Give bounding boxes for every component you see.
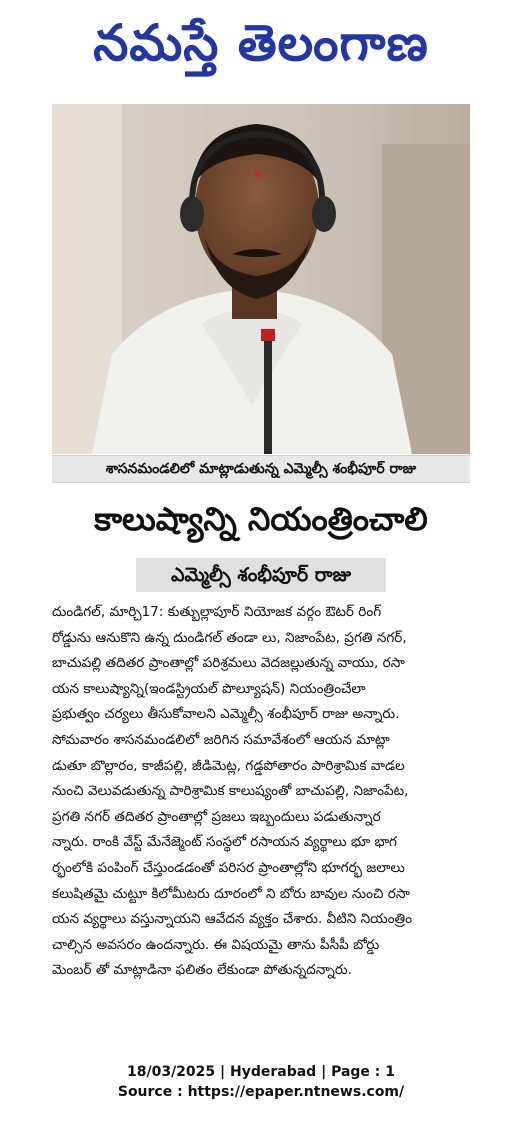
body-line: సోమవారం శాసనమండలిలో జరిగిన సమావేశంలో ఆయన మాట్లా (52, 731, 390, 748)
article-headline: కాలుష్యాన్ని నియంత్రించాలి (94, 500, 428, 538)
body-line: ర్భంలోకి పంపింగ్ చేస్తుండడంతో పరిసర ప్రాంతాల్లోని భూగర్భ జలాలు (52, 859, 405, 876)
footer-source: Source : https://epaper.ntnews.com/ (117, 1084, 405, 1100)
body-line: నుంచి వెలువడుతున్న పారిశ్రామిక కాలుష్యంతో బాచుపల్లి, నిజాంపేట, (52, 783, 409, 800)
body-line: మెంబర్ తో మాట్లాడినా ఫలితం లేకుండా పోతున్నదన్నారు. (52, 962, 352, 979)
photo-caption-box (52, 455, 470, 483)
subheadline-box (136, 558, 386, 592)
body-line: దుండిగల్, మార్చి17: కుత్బుల్లాపూర్ నియోజక వర్గం ఔటర్ రింగ్ (52, 604, 382, 620)
masthead (0, 8, 522, 78)
footer-dateline: 18/03/2025 | Hyderabad | Page : 1 (126, 1064, 396, 1080)
article-body (52, 600, 470, 984)
body-line: కలుషితమై చుట్టూ కిలోమీటరు దూరంలో ని బోరు బావుల నుంచి రసా (52, 885, 410, 902)
body-line: చాల్సిన అవసరం ఉందన్నారు. ఈ విషయమై తాను పీసీపీ బోర్డు (52, 936, 380, 953)
photo-caption: శాసనమండలిలో మాట్లాడుతున్న ఎమ్మెల్సీ శంభీపూర్ రాజు (105, 461, 417, 477)
body-line: ప్రగతి నగర్ తదితర ప్రాంతాల్లో ప్రజలు ఇబ్బందులు పడుతున్నార (52, 808, 381, 825)
masthead-title: నమస్తే తెలంగాణ (93, 13, 429, 72)
body-line: రోడ్డును ఆనుకొని ఉన్న దుండిగల్ తండా లు, నిజాంపేట, ప్రగతి నగర్, (52, 629, 407, 646)
body-line: డుతూ బొల్లారం, కాజీపల్లి, జీడిమెట్ల, గడ్డపోతారం పారిశ్రామిక వాడల (52, 757, 405, 774)
page-footer (0, 1062, 522, 1102)
article-subheadline: ఎమ్మెల్సీ శంభీపూర్ రాజు (170, 564, 351, 586)
portrait-image (52, 104, 470, 454)
body-line: యన కాలుష్యాన్ని(ఇండస్ట్రియల్ పొల్యూషన్) నియంత్రించేలా (52, 680, 366, 697)
body-line: ప్రభుత్వం చర్యలు తీసుకోవాలని ఎమ్మెల్సీ శంభీపూర్ రాజు అన్నారు. (52, 706, 400, 723)
article-photo (52, 104, 470, 454)
body-line: యన వ్యర్థాలు వస్తున్నాయని ఆవేదన వ్యక్తం చేశారు. వీటిని నియంత్రిం (52, 911, 413, 928)
body-line: బాచుపల్లి తదితర ప్రాంతాల్లో పరిశ్రమలు వెదజల్లుతున్న వాయు, రసా (52, 655, 405, 672)
body-line: న్నారు. రాంకి వేస్ట్ మేనేజ్మెంట్ సంస్థలో రసాయన వ్యర్థాలు భూ భాగ (52, 834, 397, 851)
